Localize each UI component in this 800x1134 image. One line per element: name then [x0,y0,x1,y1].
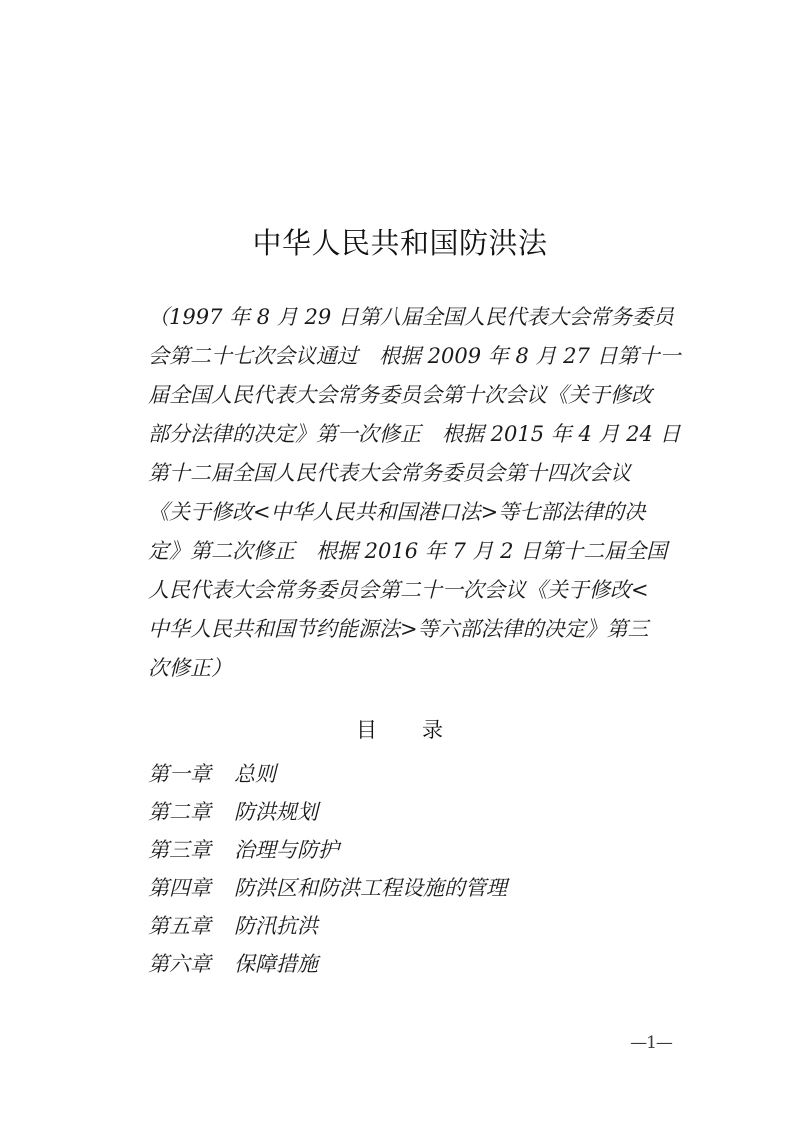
preamble-line: 第十二届全国人民代表大会常务委员会第十四次会议 [148,461,631,485]
toc-entry-label: 总则 [234,762,276,786]
toc-entry-number: 第二章 [148,800,211,824]
preamble-line: 中华人民共和国节约能源法>等六部法律的决定》第三 [148,617,649,641]
preamble-block [148,298,681,688]
toc-entry-chapter-1[interactable] [148,755,708,793]
toc-entry-label: 防洪区和防洪工程设施的管理 [234,876,507,900]
table-of-contents-heading: 目 录 [356,718,444,742]
toc-entry-label: 防洪规划 [234,800,318,824]
preamble-line: （1997 年 8 月 29 日第八届全国人民代表大会常务委员 [148,305,674,329]
toc-entry-chapter-6[interactable] [148,945,708,983]
preamble-line: 《关于修改<中华人民共和国港口法>等七部法律的决 [148,500,646,524]
preamble-line: 届全国人民代表大会常务委员会第十次会议《关于修改 [148,383,652,407]
toc-entry-number: 第六章 [148,952,211,976]
toc-entry-chapter-5[interactable] [148,907,708,945]
toc-entry-label: 保障措施 [234,952,318,976]
toc-entry-chapter-2[interactable] [148,793,708,831]
page-number: —1— [630,1033,672,1053]
toc-entry-number: 第一章 [148,762,211,786]
preamble-line: 定》第二次修正 根据 2016 年 7 月 2 日第十二届全国 [148,539,668,563]
preamble-line: 会第二十七次会议通过 根据 2009 年 8 月 27 日第十一 [148,344,681,368]
page-title: 中华人民共和国防洪法 [252,226,548,261]
toc-entry-number: 第四章 [148,876,211,900]
toc-entry-number: 第三章 [148,838,211,862]
toc-entry-label: 防汛抗洪 [234,914,318,938]
toc-entry-chapter-3[interactable] [148,831,708,869]
toc-entry-number: 第五章 [148,914,211,938]
toc-entry-label: 治理与防护 [234,838,339,862]
toc-entry-chapter-4[interactable] [148,869,708,907]
table-of-contents [148,755,708,983]
preamble-line: 次修正） [148,656,232,680]
preamble-line: 人民代表大会常务委员会第二十一次会议《关于修改< [148,578,649,602]
preamble-line: 部分法律的决定》第一次修正 根据 2015 年 4 月 24 日 [148,422,681,446]
